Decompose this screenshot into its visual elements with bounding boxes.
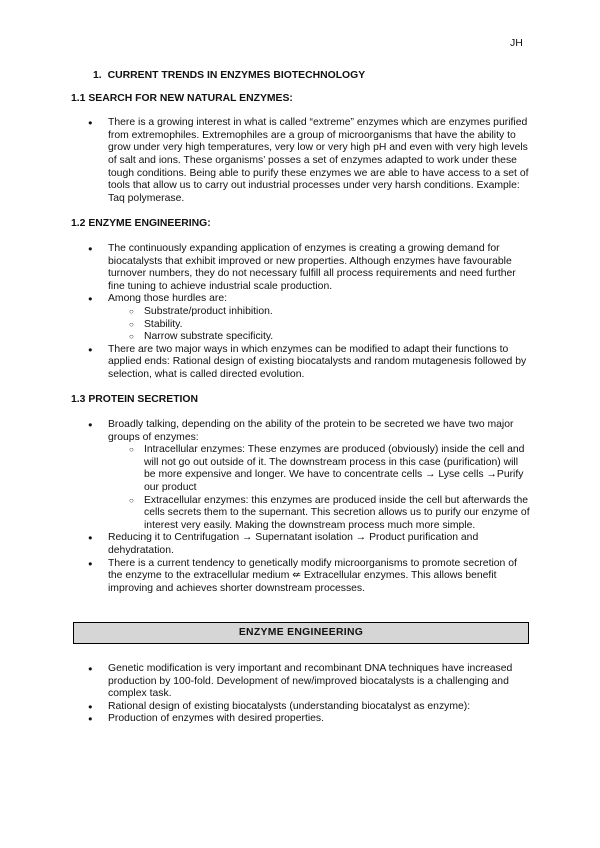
list-item-text: Among those hurdles are:: [108, 293, 227, 305]
section-heading: 1.1 SEARCH FOR NEW NATURAL ENZYMES:: [71, 92, 293, 104]
sub-list: [108, 444, 531, 532]
list-item: ● There is a growing interest in what is called “extreme” enzymes which are enzymes purified from extremophiles. Extremophiles are a group of microorganisms that have the ability to grow under very high temperatures, very low or very high pH and even with very high levels of salt and ions. These organisms’ posses a set of enzymes adapted to work under these tough conditions. Being able to purify these enzymes we are able to have access to a set of tools that allow us to carry out industrial processes under very harsh conditions. Example: Taq polymerase.: [108, 117, 531, 205]
boxed-section-heading: ENZYME ENGINEERING: [73, 622, 529, 644]
list-item: ● The continuously expanding application of enzymes is creating a growing demand for biocatalysts that exhibit improved or new properties. Although enzymes have favourable turnover numbers, they do not necessary fulfill all process requirements and need further fine tuning to achieve industrial scale production.: [108, 243, 531, 293]
list-item: ● There are two major ways in which enzymes can be modified to adapt their functions to applied ends: Rational design of existing biocatalysts and random mutagenesis followed by selection, what is called directed evolution.: [108, 344, 531, 382]
bullet-list: [71, 419, 531, 595]
section-heading: 1.2 ENZYME ENGINEERING:: [71, 218, 211, 230]
sub-list-item: ○ Intracellular enzymes: These enzymes are produced (obviously) inside the cell and will not go out outside of it. The downstream process in this case (purification) will be more expensive and longer. We have to concentrate cells → Lyse cells →Purify our product: [144, 444, 531, 494]
sub-list-item: ○ Stability.: [144, 319, 531, 332]
section-heading: 1.3 PROTEIN SECRETION: [71, 394, 199, 406]
main-heading: [93, 70, 531, 83]
sub-list: [108, 306, 531, 344]
sub-list-item: ○ Substrate/product inhibition.: [144, 306, 531, 319]
list-item: ● Reducing it to Centrifugation → Supernatant isolation → Product purification and dehydratation.: [108, 532, 531, 557]
document-page: [71, 70, 531, 739]
bullet-list: [71, 117, 531, 205]
sub-list-item: ○ Extracellular enzymes: this enzymes are produced inside the cell but afterwards the cells secrets them to the supernant. This secretion allows us to purify our enzyme of interest very easily. Making the downstream process much more simple.: [144, 495, 531, 533]
list-item-text: Broadly talking, depending on the ability of the protein to be secreted we have two major groups of enzymes:: [108, 419, 514, 443]
header-initials: JH: [510, 37, 523, 49]
list-item: ● Production of enzymes with desired properties.: [108, 713, 531, 726]
section-enzyme-engineering: [71, 218, 531, 381]
bullet-list: [71, 243, 531, 382]
main-heading-number: 1.: [93, 70, 102, 81]
section-natural-enzymes: [71, 93, 531, 206]
list-item: [108, 419, 531, 532]
sub-list-item: ○ Narrow substrate specificity.: [144, 331, 531, 344]
bullet-list: [71, 663, 531, 726]
list-item: ● There is a current tendency to genetically modify microorganisms to promote secretion of the enzyme to the extracellular medium ⇍ Extracellular enzymes. This allows benefit improving and achieves shorter downstream processes.: [108, 558, 531, 596]
list-item: [108, 293, 531, 343]
main-heading-title: CURRENT TRENDS IN ENZYMES BIOTECHNOLOGY: [107, 70, 366, 81]
section-protein-secretion: [71, 394, 531, 595]
list-item: ● Rational design of existing biocatalysts (understanding biocatalyst as enzyme):: [108, 701, 531, 714]
list-item: ● Genetic modification is very important and recombinant DNA techniques have increased production by 100-fold. Development of new/improved biocatalysts is a challenging and complex task.: [108, 663, 531, 701]
